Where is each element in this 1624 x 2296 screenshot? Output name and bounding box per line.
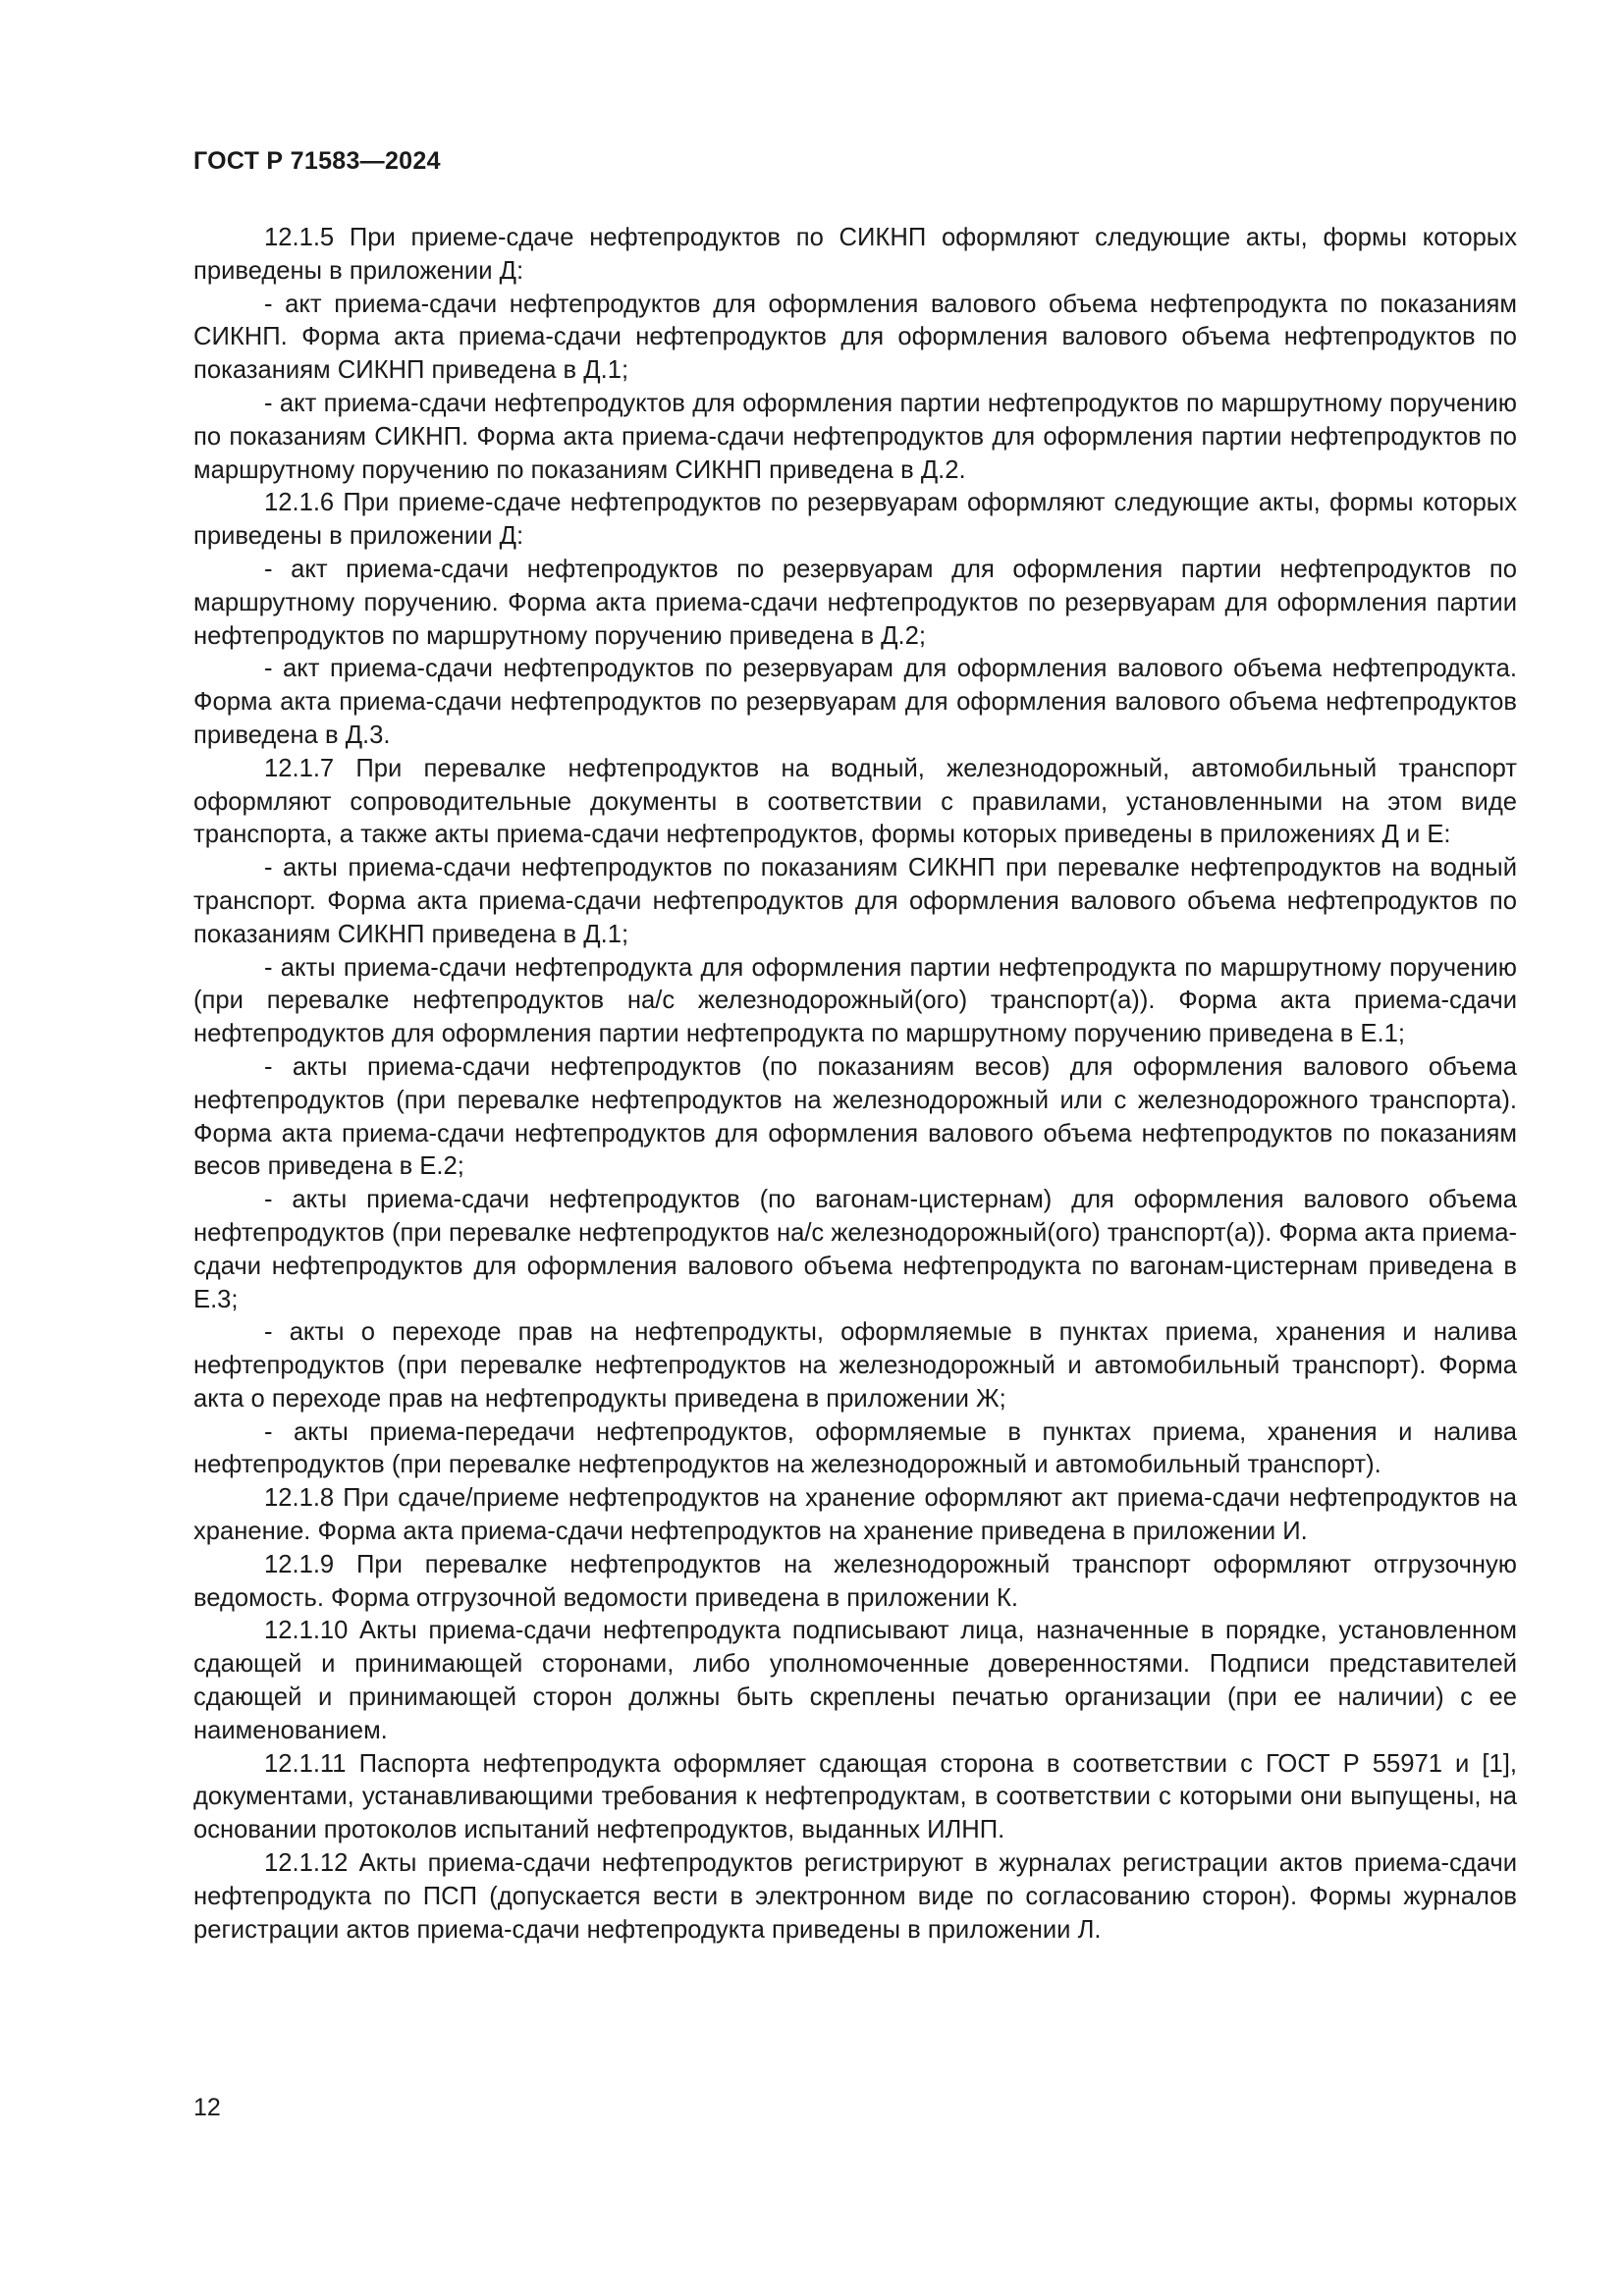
paragraph-12-1-11: 12.1.11 Паспорта нефтепродукта оформляет сдающая сторона в соответствии с ГОСТ Р 55971 и [1], документами, устанавливающими требования к нефтепродуктам, в соответствии с которыми они выпущены, на основании протоколов испытаний нефтепродуктов, выданных ИЛНП. xyxy=(193,1749,1517,1844)
document-body xyxy=(193,222,1517,1947)
paragraph-12-1-10: 12.1.10 Акты приема-сдачи нефтепродукта подписывают лица, назначенные в порядке, установленном сдающей и принимающей сторонами, либо уполномоченные доверенностями. Подписи представителей сдающей и принимающей сторон должны быть скреплены печатью организации (при ее наличии) с ее наименованием. xyxy=(193,1617,1517,1744)
list-item: - акты о переходе прав на нефтепродукты, оформляемые в пунктах приема, хранения и налива нефтепродуктов (при перевалке нефтепродуктов на железнодорожный и автомобильный транспорт). Форма акта о переходе прав на нефтепродукты приведена в приложении Ж; xyxy=(193,1318,1517,1413)
paragraph-12-1-8: 12.1.8 При сдаче/приеме нефтепродуктов на хранение оформляют акт приема-сдачи нефтепродуктов на хранение. Форма акта приема-сдачи нефтепродуктов на хранение приведена в приложении И. xyxy=(193,1484,1517,1546)
list-item: - акт приема-сдачи нефтепродуктов для оформления партии нефтепродуктов по маршрутному поручению по показаниям СИКНП. Форма акта приема-сдачи нефтепродуктов для оформления партии нефтепродуктов по маршрутному поручению по показаниям СИКНП приведена в Д.2. xyxy=(193,389,1517,484)
list-item: - акт приема-сдачи нефтепродуктов по резервуарам для оформления валового объема нефтепродукта. Форма акта приема-сдачи нефтепродуктов по резервуарам для оформления валового объема нефтепродуктов приведена в Д.3. xyxy=(193,655,1517,749)
list-item: - акты приема-передачи нефтепродуктов, оформляемые в пунктах приема, хранения и налива нефтепродуктов (при перевалке нефтепродуктов на железнодорожный и автомобильный транспорт). xyxy=(193,1417,1517,1479)
page-number: 12 xyxy=(193,2094,221,2121)
list-item: - акты приема-сдачи нефтепродуктов (по вагонам-цистернам) для оформления валового объема нефтепродуктов (при перевалке нефтепродуктов на/с железнодорожный(ого) транспорт(а)). Форма акта приема-сдачи нефтепродуктов для оформления валового объема нефтепродукта по вагонам-цистернам приведена в Е.3; xyxy=(193,1186,1517,1313)
paragraph-12-1-7: 12.1.7 При перевалке нефтепродуктов на водный, железнодорожный, автомобильный транспорт оформляют сопроводительные документы в соответствии с правилами, установленными на этом виде транспорта, а также акты приема-сдачи нефтепродуктов, формы которых приведены в приложениях Д и Е: xyxy=(193,754,1517,849)
list-item: - акты приема-сдачи нефтепродуктов по показаниям СИКНП при перевалке нефтепродуктов на водный транспорт. Форма акта приема-сдачи нефтепродуктов для оформления валового объема нефтепродуктов по показаниям СИКНП приведена в Д.1; xyxy=(193,854,1517,948)
list-item: - акт приема-сдачи нефтепродуктов по резервуарам для оформления партии нефтепродуктов по маршрутному поручению. Форма акта приема-сдачи нефтепродуктов по резервуарам для оформления партии нефтепродуктов по маршрутному поручению приведена в Д.2; xyxy=(193,555,1517,650)
paragraph-12-1-9: 12.1.9 При перевалке нефтепродуктов на железнодорожный транспорт оформляют отгрузочную ведомость. Форма отгрузочной ведомости приведена в приложении К. xyxy=(193,1550,1517,1612)
paragraph-12-1-5: 12.1.5 При приеме-сдаче нефтепродуктов по СИКНП оформляют следующие акты, формы которых приведены в приложении Д: xyxy=(193,224,1517,285)
list-item: - акты приема-сдачи нефтепродукта для оформления партии нефтепродукта по маршрутному поручению (при перевалке нефтепродуктов на/с железнодорожный(ого) транспорт(а)). Форма акта приема-сдачи нефтепродуктов для оформления партии нефтепродукта по маршрутному поручению приведена в Е.1; xyxy=(193,953,1517,1048)
list-item: - акт приема-сдачи нефтепродуктов для оформления валового объема нефтепродукта по показаниям СИКНП. Форма акта приема-сдачи нефтепродуктов для оформления валового объема нефтепродуктов по показаниям СИКНП приведена в Д.1; xyxy=(193,290,1517,385)
paragraph-12-1-6: 12.1.6 При приеме-сдаче нефтепродуктов по резервуарам оформляют следующие акты, формы которых приведены в приложении Д: xyxy=(193,489,1517,551)
paragraph-12-1-12: 12.1.12 Акты приема-сдачи нефтепродуктов регистрируют в журналах регистрации актов приема-сдачи нефтепродукта по ПСП (допускается вести в электронном виде по согласованию сторон). Формы журналов регистрации актов приема-сдачи нефтепродукта приведены в приложении Л. xyxy=(193,1849,1517,1944)
list-item: - акты приема-сдачи нефтепродуктов (по показаниям весов) для оформления валового объема нефтепродуктов (при перевалке нефтепродуктов на железнодорожный или с железнодорожного транспорта). Форма акта приема-сдачи нефтепродуктов для оформления валового объема нефтепродуктов по показаниям весов приведена в Е.2; xyxy=(193,1052,1517,1181)
document-header: ГОСТ Р 71583—2024 xyxy=(193,147,441,175)
